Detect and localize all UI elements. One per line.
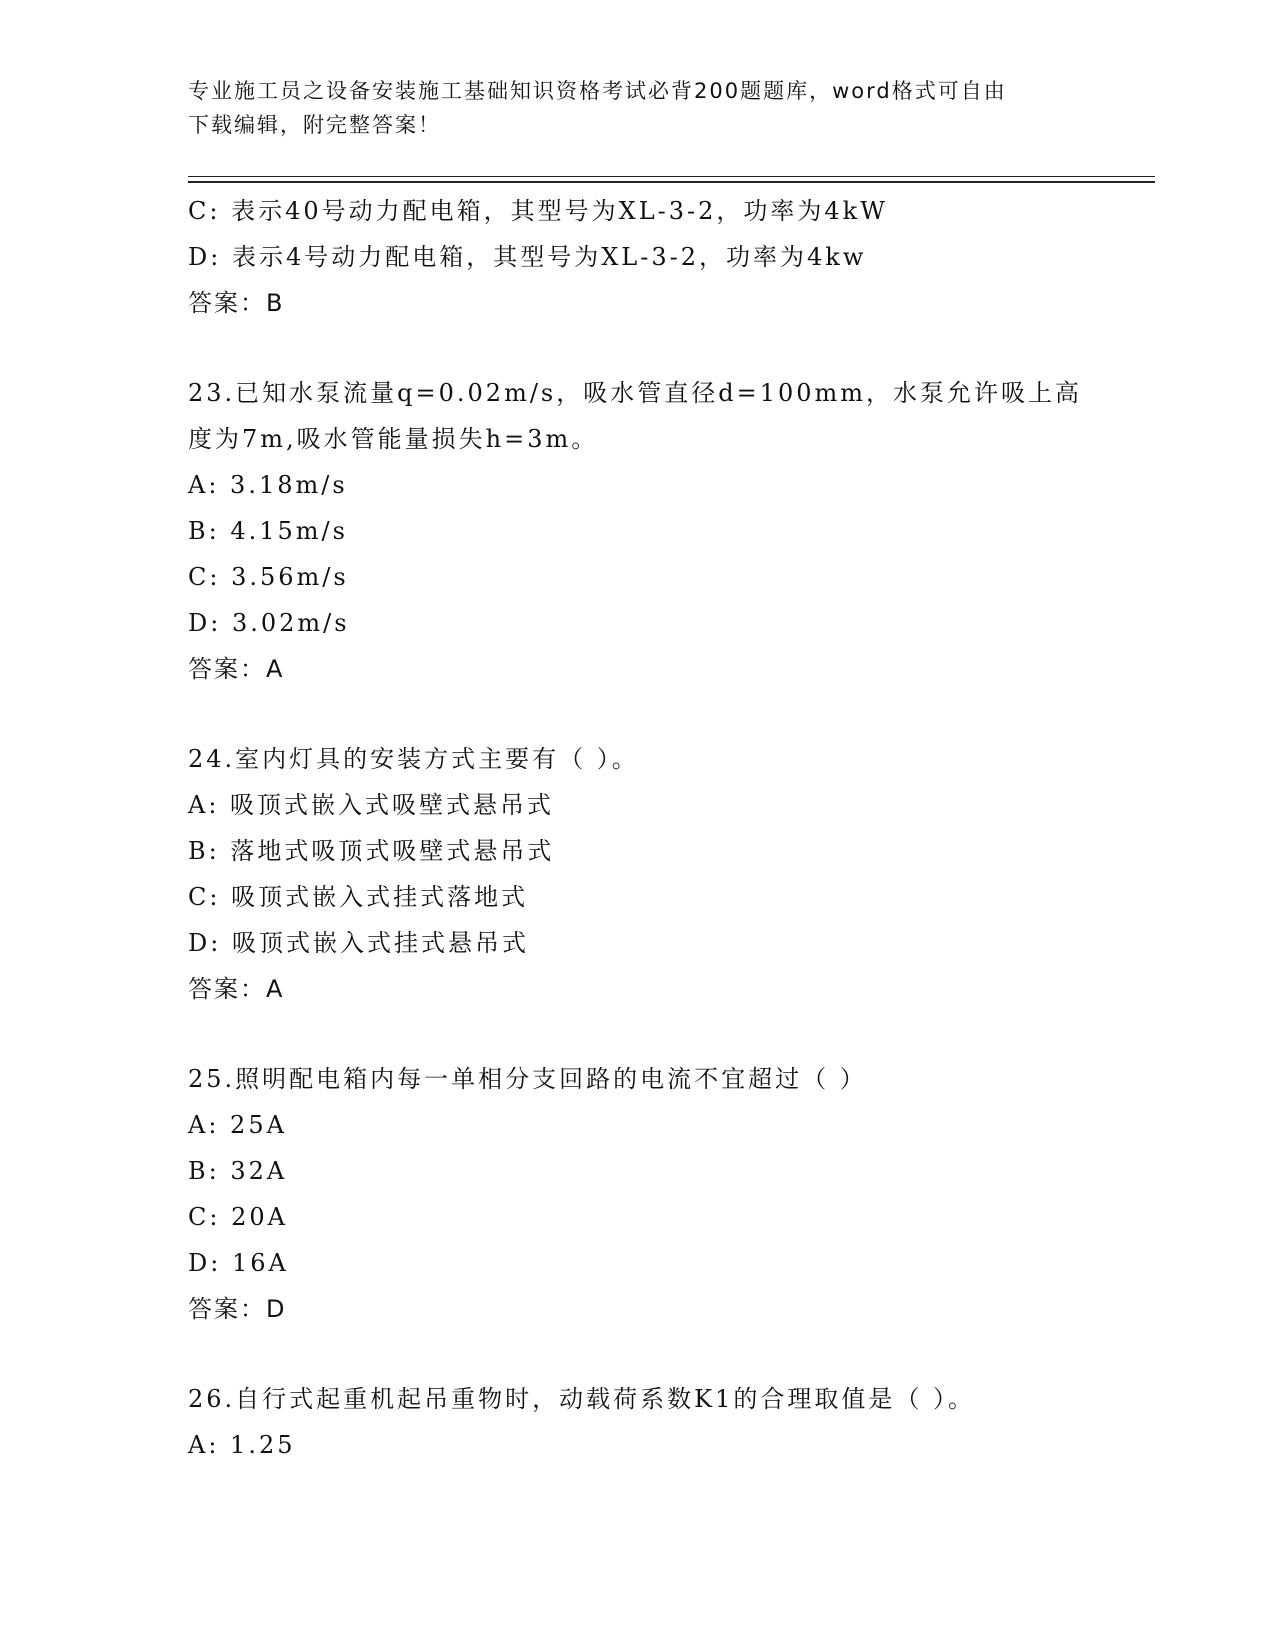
- question-list: [188, 188, 1128, 1468]
- question-text: 24.室内灯具的安装方式主要有（ ）。: [188, 745, 639, 773]
- spacer: [188, 326, 1128, 370]
- question-block-26: [188, 1376, 1128, 1468]
- question-text: 25.照明配电箱内每一单相分支回路的电流不宜超过（ ）: [188, 1065, 867, 1093]
- question-text: 23.已知水泵流量q=0.02m/s，吸水管直径d=100mm，水泵允许吸上高: [188, 379, 1083, 407]
- spacer: [188, 1012, 1128, 1056]
- option-c: C: 吸顶式嵌入式挂式落地式: [188, 883, 529, 911]
- question-block-24: [188, 736, 1128, 1012]
- option-c: C: 表示40号动力配电箱，其型号为XL-3-2，功率为4kW: [188, 197, 888, 225]
- option-d: D: 表示4号动力配电箱，其型号为XL-3-2，功率为4kw: [188, 243, 867, 271]
- answer-line: 答案：D: [188, 1295, 287, 1323]
- option-d: D: 吸顶式嵌入式挂式悬吊式: [188, 929, 529, 957]
- question-block-22: [188, 188, 1128, 326]
- header-title-line-1: 专业施工员之设备安装施工基础知识资格考试必背200题题库，word格式可自由: [188, 79, 1007, 103]
- answer-line: 答案：A: [188, 975, 285, 1003]
- question-text-continued: 度为7m,吸水管能量损失h=3m。: [188, 425, 599, 453]
- option-a: A: 吸顶式嵌入式吸壁式悬吊式: [188, 791, 555, 819]
- spacer: [188, 692, 1128, 736]
- option-c: C: 3.56m/s: [188, 563, 349, 591]
- header-divider-thin: [188, 176, 1155, 177]
- answer-line: 答案：B: [188, 289, 285, 317]
- option-a: A: 3.18m/s: [188, 471, 348, 499]
- question-block-25: [188, 1056, 1128, 1332]
- option-b: B: 4.15m/s: [188, 517, 348, 545]
- spacer: [188, 1332, 1128, 1376]
- question-text: 26.自行式起重机起吊重物时，动载荷系数K1的合理取值是（ ）。: [188, 1385, 975, 1413]
- header-divider-thick: [188, 181, 1155, 183]
- header-title-line-2: 下载编辑，附完整答案！: [188, 113, 441, 137]
- question-block-23: [188, 370, 1128, 692]
- answer-line: 答案：A: [188, 655, 285, 683]
- option-d: D: 3.02m/s: [188, 609, 350, 637]
- option-a: A: 1.25: [188, 1431, 296, 1459]
- document-header: [188, 74, 1088, 142]
- option-b: B: 32A: [188, 1157, 288, 1185]
- option-a: A: 25A: [188, 1111, 287, 1139]
- option-d: D: 16A: [188, 1249, 289, 1277]
- option-b: B: 落地式吸顶式吸壁式悬吊式: [188, 837, 555, 865]
- option-c: C: 20A: [188, 1203, 288, 1231]
